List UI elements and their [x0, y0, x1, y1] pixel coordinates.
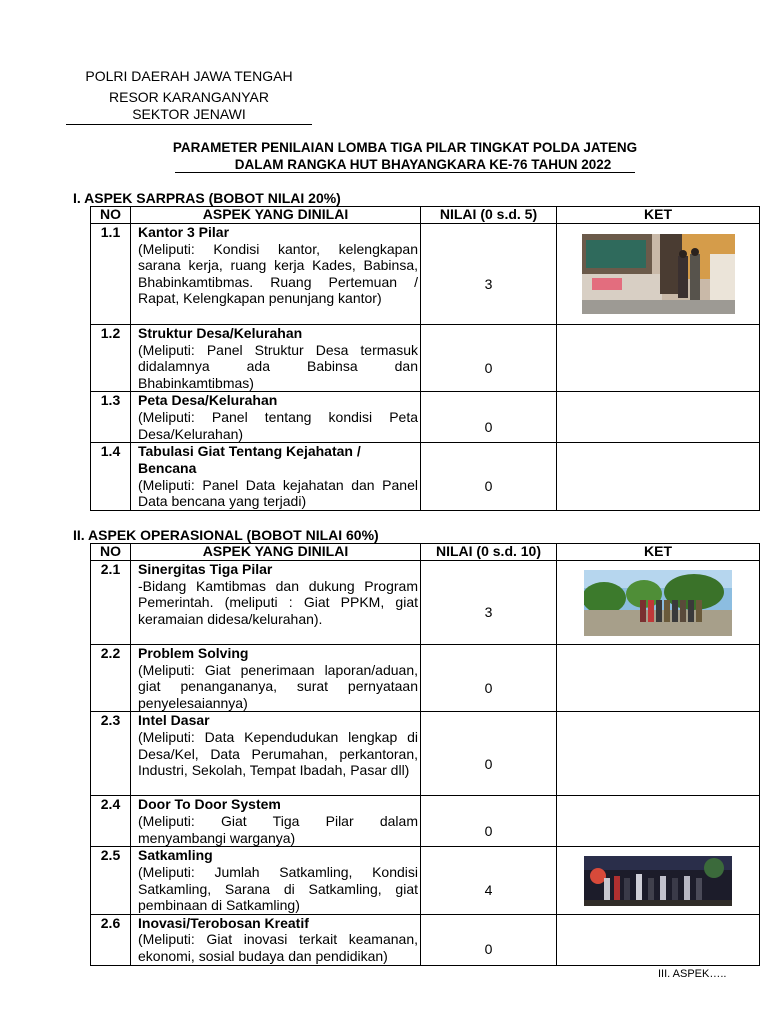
row-title: Problem Solving: [138, 645, 249, 661]
row-nilai-value: 0: [484, 755, 493, 772]
sinergitas-photo: [584, 570, 732, 636]
table-row: [91, 796, 760, 847]
col-header-aspek: ASPEK YANG DINILAI: [131, 544, 421, 561]
row-aspek: [131, 796, 421, 847]
row-title: Struktur Desa/Kelurahan: [138, 325, 303, 341]
row-title: Tabulasi Giat Tentang Kejahatan / Bencana: [138, 443, 361, 476]
row-desc: (Meliputi: Panel Data kejahatan dan Panel Data bencana yang terjadi): [138, 476, 418, 510]
row-ket: [557, 392, 760, 443]
col-header-nilai: NILAI (0 s.d. 5): [421, 207, 557, 224]
row-ket: [557, 914, 760, 965]
row-nilai-value: 0: [484, 419, 493, 436]
col-header-nilai: NILAI (0 s.d. 10): [421, 544, 557, 561]
table-row: [91, 325, 760, 392]
office-photo: [582, 234, 735, 314]
row-ket: [557, 561, 760, 645]
row-desc: (Meliputi: Data Kependudukan lengkap di Desa/Kel, Data Perumahan, perkantoran, Industri, Sekolah, Tempat Ibadah, Pasar dll): [138, 728, 418, 779]
table-row: [91, 392, 760, 443]
row-aspek: [131, 392, 421, 443]
doc-title-line-2-text: DALAM RANGKA HUT BHAYANGKARA KE-76 TAHUN 2022: [175, 157, 636, 173]
operasional-table: [90, 543, 760, 966]
row-nilai: [421, 914, 557, 965]
table-header-row: [91, 207, 760, 224]
row-aspek: [131, 224, 421, 325]
row-aspek: [131, 847, 421, 914]
row-nilai: [421, 796, 557, 847]
row-title: Satkamling: [138, 847, 213, 864]
table-row: [91, 443, 760, 510]
header-line-2: RESOR KARANGANYAR: [109, 89, 269, 105]
row-desc: (Meliputi: Giat penerimaan laporan/aduan, giat penangananya, surat pernyataan penyelesaiannya): [138, 661, 418, 711]
row-nilai: [421, 847, 557, 914]
header-line-3: SEKTOR JENAWI: [66, 106, 312, 125]
row-nilai-value: 0: [484, 478, 493, 495]
row-ket: [557, 712, 760, 796]
row-aspek: [131, 712, 421, 796]
row-nilai: [421, 443, 557, 510]
row-ket: [557, 325, 760, 392]
row-no: 1.3: [91, 392, 131, 443]
row-no: 2.1: [91, 561, 131, 645]
col-header-aspek: ASPEK YANG DINILAI: [131, 207, 421, 224]
row-aspek: [131, 645, 421, 712]
row-nilai: [421, 712, 557, 796]
row-nilai: [421, 561, 557, 645]
satkamling-photo: [584, 856, 732, 906]
row-desc: (Meliputi: Giat inovasi terkait keamanan, ekonomi, sosial budaya dan pendidikan): [138, 931, 418, 964]
row-title: Inovasi/Terobosan Kreatif: [138, 914, 309, 931]
row-nilai: [421, 325, 557, 392]
row-desc: -Bidang Kamtibmas dan dukung Program Pemerintah. (meliputi : Giat PPKM, giat keramaian didesa/kelurahan).: [138, 577, 418, 627]
section-1-heading: I. ASPEK SARPRAS (BOBOT NILAI 20%): [73, 190, 341, 206]
row-title: Door To Door System: [138, 796, 281, 813]
row-title: Kantor 3 Pilar: [138, 224, 230, 240]
row-ket: [557, 796, 760, 847]
row-no: 2.6: [91, 914, 131, 965]
row-nilai: [421, 224, 557, 325]
row-desc: (Meliputi: Panel tentang kondisi Peta Desa/Kelurahan): [138, 408, 418, 442]
row-desc: (Meliputi: Jumlah Satkamling, Kondisi Satkamling, Sarana di Satkamling, giat pembinaan di Satkamling): [138, 863, 418, 914]
row-aspek: [131, 443, 421, 510]
row-ket: [557, 443, 760, 510]
row-nilai: [421, 645, 557, 712]
row-no: 2.4: [91, 796, 131, 847]
row-ket: [557, 847, 760, 914]
table-row: [91, 224, 760, 325]
table-row: [91, 645, 760, 712]
row-nilai-value: 0: [484, 359, 493, 376]
table-header-row: [91, 544, 760, 561]
row-desc: (Meliputi: Kondisi kantor, kelengkapan sarana kerja, ruang kerja Kades, Babinsa, Bhabinkamtibmas. Ruang Pertemuan / Rapat, Kelengkapan penunjang kantor): [138, 240, 418, 307]
header-line-1: POLRI DAERAH JAWA TENGAH: [85, 68, 293, 84]
row-desc: (Meliputi: Panel Struktur Desa termasuk didalamnya ada Babinsa dan Bhabinkamtibmas): [138, 341, 418, 391]
row-nilai-value: 0: [484, 823, 493, 840]
section-2-heading: II. ASPEK OPERASIONAL (BOBOT NILAI 60%): [73, 527, 379, 543]
row-ket: [557, 224, 760, 325]
row-aspek: [131, 561, 421, 645]
row-nilai-value: 4: [484, 882, 493, 899]
row-title: Sinergitas Tiga Pilar: [138, 561, 273, 577]
row-no: 2.5: [91, 847, 131, 914]
row-no: 1.1: [91, 224, 131, 325]
table-row: [91, 712, 760, 796]
col-header-no: NO: [91, 207, 131, 224]
row-nilai-value: 0: [484, 679, 493, 696]
doc-title-line-2: [100, 156, 710, 173]
doc-title-line-1: PARAMETER PENILAIAN LOMBA TIGA PILAR TINGKAT POLDA JATENG: [172, 140, 638, 155]
row-nilai-value: 3: [484, 275, 493, 292]
row-aspek: [131, 914, 421, 965]
row-aspek: [131, 325, 421, 392]
table-row: [91, 914, 760, 965]
row-no: 1.2: [91, 325, 131, 392]
col-header-no: NO: [91, 544, 131, 561]
row-ket: [557, 645, 760, 712]
row-title: Peta Desa/Kelurahan: [138, 392, 278, 409]
row-title: Intel Dasar: [138, 712, 210, 729]
sarpras-table: [90, 206, 760, 511]
col-header-ket: KET: [557, 207, 760, 224]
row-no: 2.2: [91, 645, 131, 712]
row-nilai-value: 0: [484, 941, 493, 958]
table-row: [91, 847, 760, 914]
table-row: [91, 561, 760, 645]
page-continuation-note: III. ASPEK…..: [658, 968, 727, 980]
row-nilai: [421, 392, 557, 443]
row-nilai-value: 3: [484, 604, 493, 621]
col-header-ket: KET: [557, 544, 760, 561]
row-no: 2.3: [91, 712, 131, 796]
row-no: 1.4: [91, 443, 131, 510]
row-desc: (Meliputi: Giat Tiga Pilar dalam menyambangi warganya): [138, 812, 418, 846]
